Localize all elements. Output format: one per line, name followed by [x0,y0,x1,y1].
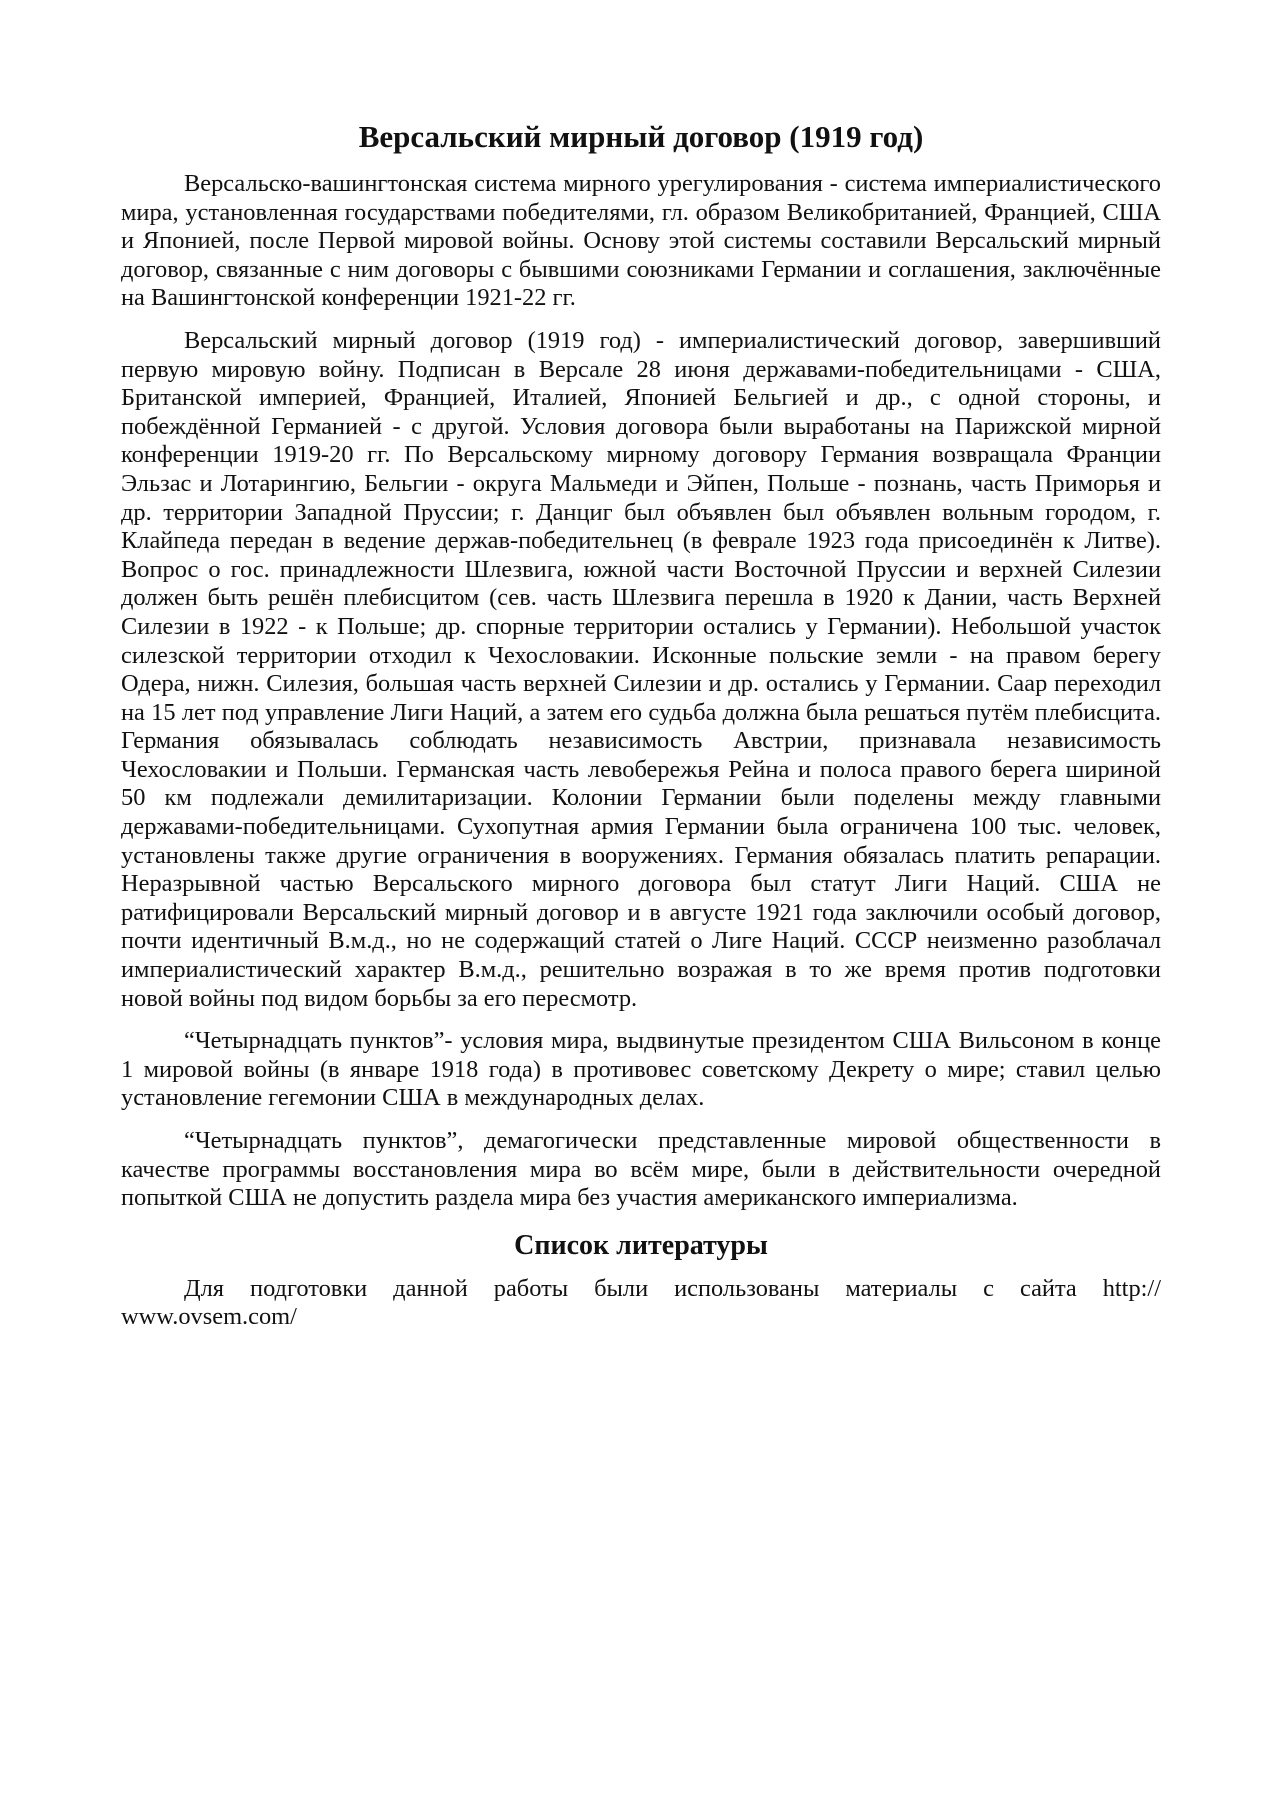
references-text: Для подготовки данной работы были использованы материалы с сайта http:// www.ovsem.com/ [121,1274,1161,1331]
document-title: Версальский мирный договор (1919 год) [358,119,924,154]
document-content [121,118,1161,1346]
paragraph-fourteen-points-demagogy: “Четырнадцать пунктов”, демагогически представленные мировой общественности в качестве программы восстановления мира во всём мире, были в действительности очередной попыткой США не допустить раздела мира без участия американского империализма. [121,1127,1161,1212]
paragraph-fourteen-points: “Четырнадцать пунктов”- условия мира, выдвинутые президентом США Вильсоном в конце 1 мировой войны (в январе 1918 года) в противовес советскому Декрету о мире; ставил целью установление гегемонии США в международных делах. [121,1027,1161,1112]
references-title: Список литературы [514,1229,768,1261]
paragraph-treaty: Версальский мирный договор (1919 год) - империалистический договор, завершивший первую мировую войну. Подписан в Версале 28 июня державами-победительницами - США, Британской империей, Францией, Италией, Японией Бельгией и др., с одной стороны, и побеждённой Германией - с другой. Условия договора были выработаны на Парижской мирной конференции 1919-20 гг. По Версальскому мирному договору Германия возвращала Франции Эльзас и Лотарингию, Бельгии - округа Мальмеди и Эйпен, Польше - познань, часть Приморья и др. территории Западной Пруссии; г. Данциг был объявлен был объявлен вольным городом, г. Клайпеда передан в ведение держав-победительнец (в феврале 1923 года присоединён к Литве). Вопрос о гос. принадлежности Шлезвига, южной части Восточной Пруссии и верхней Силезии должен быть решён плебисцитом (сев. часть Шлезвига перешла в 1920 к Дании, часть Верхней Силезии в 1922 - к Польше; др. спорные территории остались у Германии). Небольшой участок силезской территории отходил к Чехословакии. Исконные польские земли - на правом берегу Одера, нижн. Силезия, большая часть верхней Силезии и др. остались у Германии. Саар переходил на 15 лет под управление Лиги Наций, а затем его судьба должна была решаться путём плебисцита. Германия обязывалась соблюдать независимость Австрии, признавала независимость Чехословакии и Польши. Германская часть левобережья Рейна и полоса правого берега шириной 50 км подлежали демилитаризации. Колонии Германии были поделены между главными державами-победительницами. Сухопутная армия Германии была ограничена 100 тыс. человек, установлены также другие ограничения в вооружениях. Германия обязалась платить репарации. Неразрывной частью Версальского мирного договора был статут Лиги Наций. США не ратифицировали Версальский мирный договор и в августе 1921 года заключили особый договор, почти идентичный В.м.д., но не содержащий статей о Лиге Наций. СССР неизменно разоблачал империалистический характер В.м.д., решительно возражая в то же время против подготовки новой войны под видом борьбы за его пересмотр. [121,326,1161,1012]
paragraph-intro: Версальско-вашингтонская система мирного урегулирования - система империалистического мира, установленная государствами победителями, гл. образом Великобританией, Францией, США и Японией, после Первой мировой войны. Основу этой системы составили Версальский мирный договор, связанные с ним договоры с бывшими союзниками Германии и соглашения, заключённые на Вашингтонской конференции 1921-22 гг. [121,170,1161,312]
